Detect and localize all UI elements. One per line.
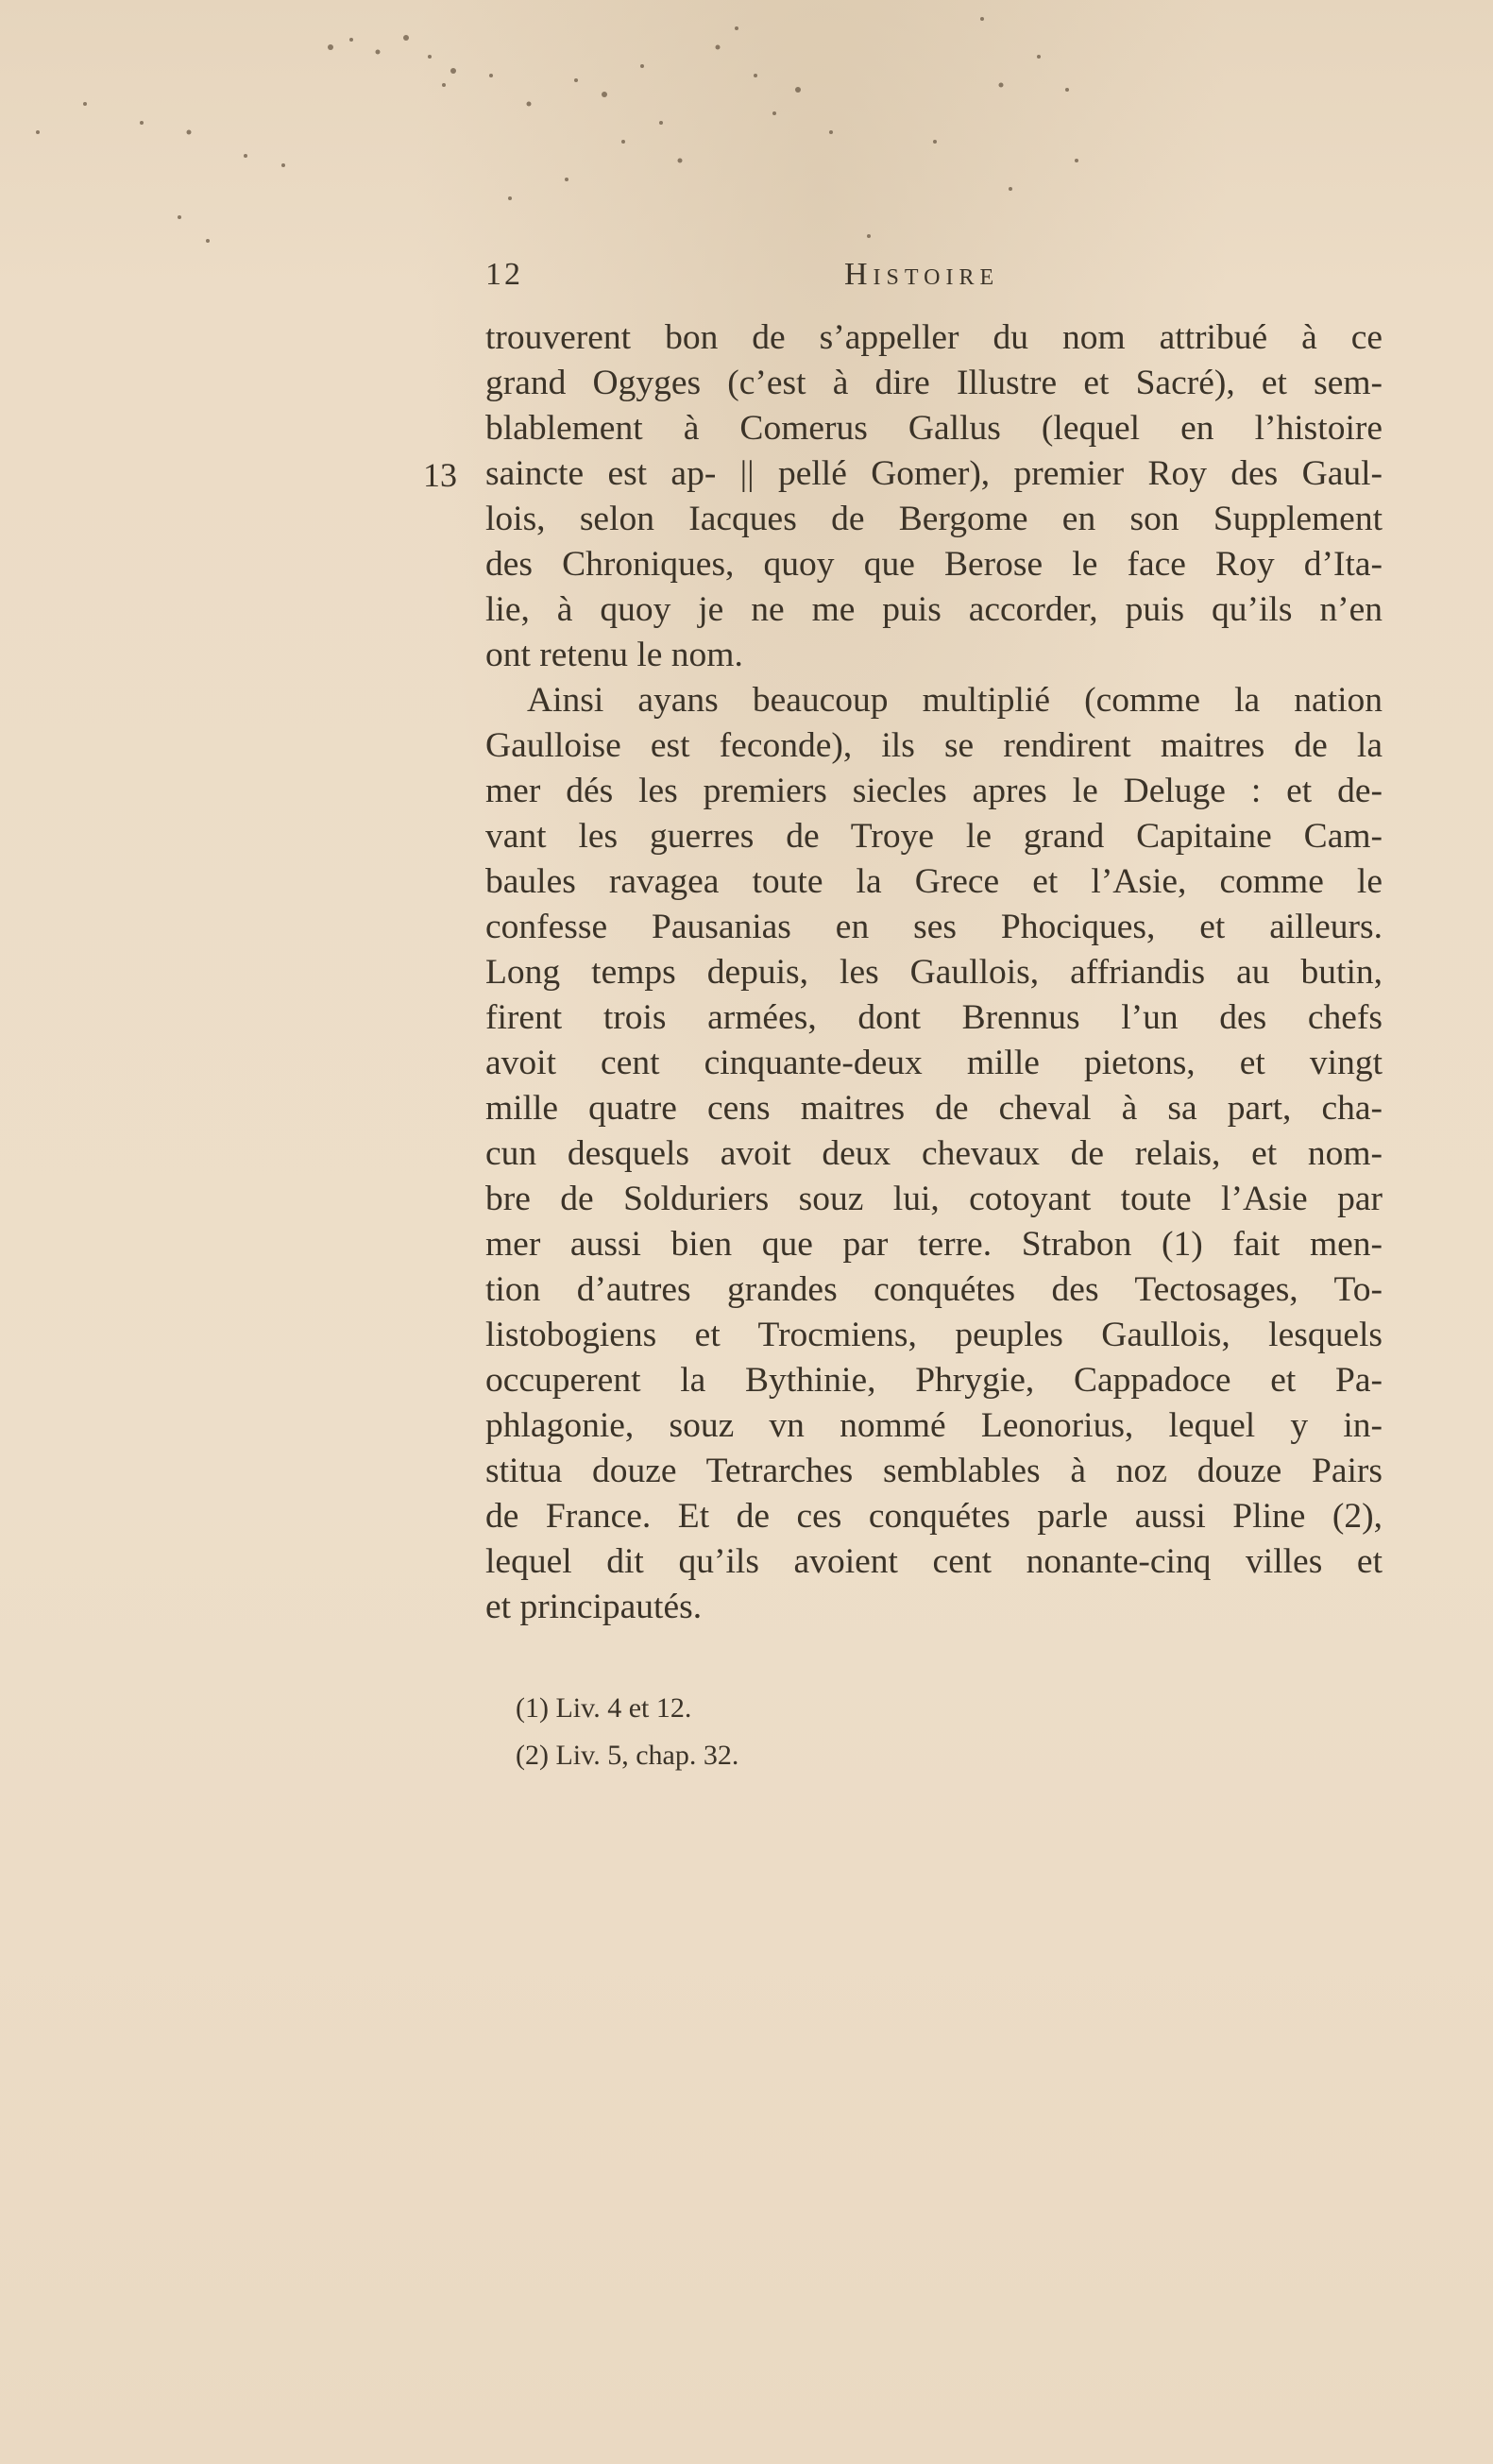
page-header (485, 257, 1392, 298)
text-line: blablement à Comerus Gallus (lequel en l’histoire (485, 409, 1383, 448)
text-line: avoit cent cinquante-deux mille pietons, et vingt (485, 1044, 1383, 1082)
text-line: de France. Et de ces conquétes parle aussi Pline (2), (485, 1497, 1383, 1536)
text-line: baules ravagea toute la Grece et l’Asie, comme le (485, 862, 1383, 901)
text-line: lois, selon Iacques de Bergome en son Supplement (485, 500, 1383, 538)
text-line: lequel dit qu’ils avoient cent nonante-cinq villes et (485, 1542, 1383, 1581)
text-line: mille quatre cens maitres de cheval à sa part, cha- (485, 1089, 1383, 1128)
footnote: (2) Liv. 5, chap. 32. (516, 1740, 739, 1771)
text-line: cun desquels avoit deux chevaux de relais, et nom- (485, 1134, 1383, 1173)
text-line: ont retenu le nom. (485, 636, 743, 674)
text-line: grand Ogyges (c’est à dire Illustre et Sacré), et sem- (485, 364, 1383, 402)
body-text (485, 315, 1383, 1630)
text-line: lie, à quoy je ne me puis accorder, puis qu’ils n’en (485, 590, 1383, 629)
text-line: saincte est ap- || pellé Gomer), premier Roy des Gaul- (485, 454, 1383, 493)
text-line: bre de Solduriers souz lui, cotoyant toute l’Asie par (485, 1180, 1383, 1218)
text-line: Gaulloise est feconde), ils se rendirent maitres de la (485, 726, 1383, 765)
text-line: mer dés les premiers siecles apres le Deluge : et de- (485, 772, 1383, 810)
text-line: occuperent la Bythinie, Phrygie, Cappadoce et Pa- (485, 1361, 1383, 1400)
margin-line-number: 13 (423, 456, 457, 494)
text-line: phlagonie, souz vn nommé Leonorius, lequel y in- (485, 1406, 1383, 1445)
text-line: tion d’autres grandes conquétes des Tectosages, To- (485, 1270, 1383, 1309)
running-title: Histoire (844, 257, 1000, 292)
text-line: firent trois armées, dont Brennus l’un des chefs (485, 998, 1383, 1037)
text-line: Long temps depuis, les Gaullois, affriandis au butin, (485, 953, 1383, 992)
footnote: (1) Liv. 4 et 12. (516, 1692, 692, 1724)
text-line: et principautés. (485, 1588, 703, 1626)
text-line: trouverent bon de s’appeller du nom attribué à ce (485, 318, 1383, 357)
text-line: des Chroniques, quoy que Berose le face Roy d’Ita- (485, 545, 1383, 584)
text-line: listobogiens et Trocmiens, peuples Gaullois, lesquels (485, 1316, 1383, 1354)
text-line: confesse Pausanias en ses Phociques, et ailleurs. (485, 908, 1383, 946)
page-number: 12 (485, 257, 523, 292)
foxing-stains (0, 0, 1493, 283)
footnotes (516, 1685, 738, 1779)
text-line: stitua douze Tetrarches semblables à noz douze Pairs (485, 1452, 1383, 1490)
text-line: mer aussi bien que par terre. Strabon (1) fait men- (485, 1225, 1383, 1264)
text-line: Ainsi ayans beaucoup multiplié (comme la nation (527, 681, 1383, 720)
text-line: vant les guerres de Troye le grand Capitaine Cam- (485, 817, 1383, 856)
